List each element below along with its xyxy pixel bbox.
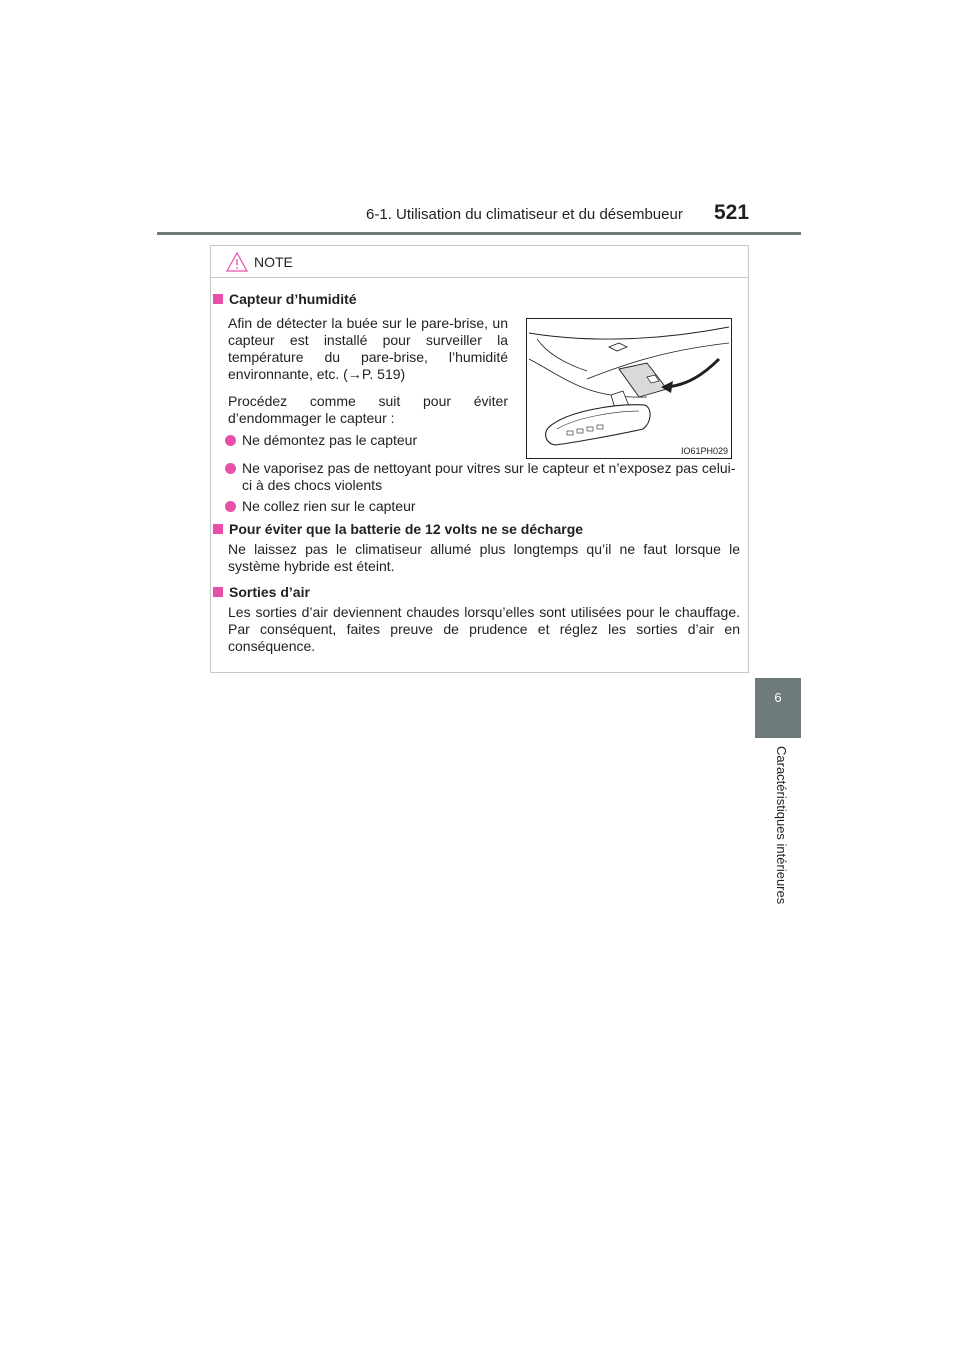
chapter-label: Caractéristiques intérieures: [774, 746, 789, 905]
bullet-item: Ne vaporisez pas de nettoyant pour vitres sur le capteur et n’exposez pas celui-ci à des chocs violents: [225, 460, 745, 494]
bullet-item: Ne démontez pas le capteur: [225, 432, 510, 449]
humidity-sensor-illustration: [526, 318, 732, 459]
illustration-code: IO61PH029: [680, 446, 728, 456]
section-title-capteur: Capteur d’humidité: [213, 291, 357, 307]
section-square-marker: [213, 524, 223, 534]
warning-triangle-icon: [226, 252, 248, 277]
paragraph-batterie: Ne laissez pas le climatiseur allumé plus longtemps qu’il ne faut lorsque le système hybride est éteint.: [228, 541, 740, 574]
note-label: NOTE: [254, 254, 293, 270]
chapter-tab: [755, 678, 801, 738]
page-number: 521: [714, 201, 750, 224]
section-title-sorties: Sorties d’air: [213, 584, 310, 600]
running-header-title: 6-1. Utilisation du climatiseur et du désembueur: [366, 206, 683, 223]
section-square-marker: [213, 294, 223, 304]
header-rule: [157, 232, 801, 235]
paragraph-capteur-intro: Afin de détecter la buée sur le pare-brise, un capteur est installé pour surveiller la température du pare-brise, l’humidité environnante, etc. (→P. 519): [228, 315, 508, 382]
bullet-dot: [225, 501, 236, 512]
bullet-item: Ne collez rien sur le capteur: [225, 498, 745, 515]
bullet-dot: [225, 435, 236, 446]
note-header: [211, 246, 748, 278]
section-title-batterie: Pour éviter que la batterie de 12 volts ne se décharge: [213, 521, 583, 537]
paragraph-sorties: Les sorties d’air deviennent chaudes lorsqu’elles sont utilisées pour le chauffage. Par conséquent, faites preuve de prudence et réglez les sorties d’air en conséquence.: [228, 604, 740, 654]
paragraph-capteur-procedure: Procédez comme suit pour éviter d’endommager le capteur :: [228, 393, 508, 426]
bullet-dot: [225, 463, 236, 474]
chapter-number: 6: [774, 690, 782, 705]
section-square-marker: [213, 587, 223, 597]
